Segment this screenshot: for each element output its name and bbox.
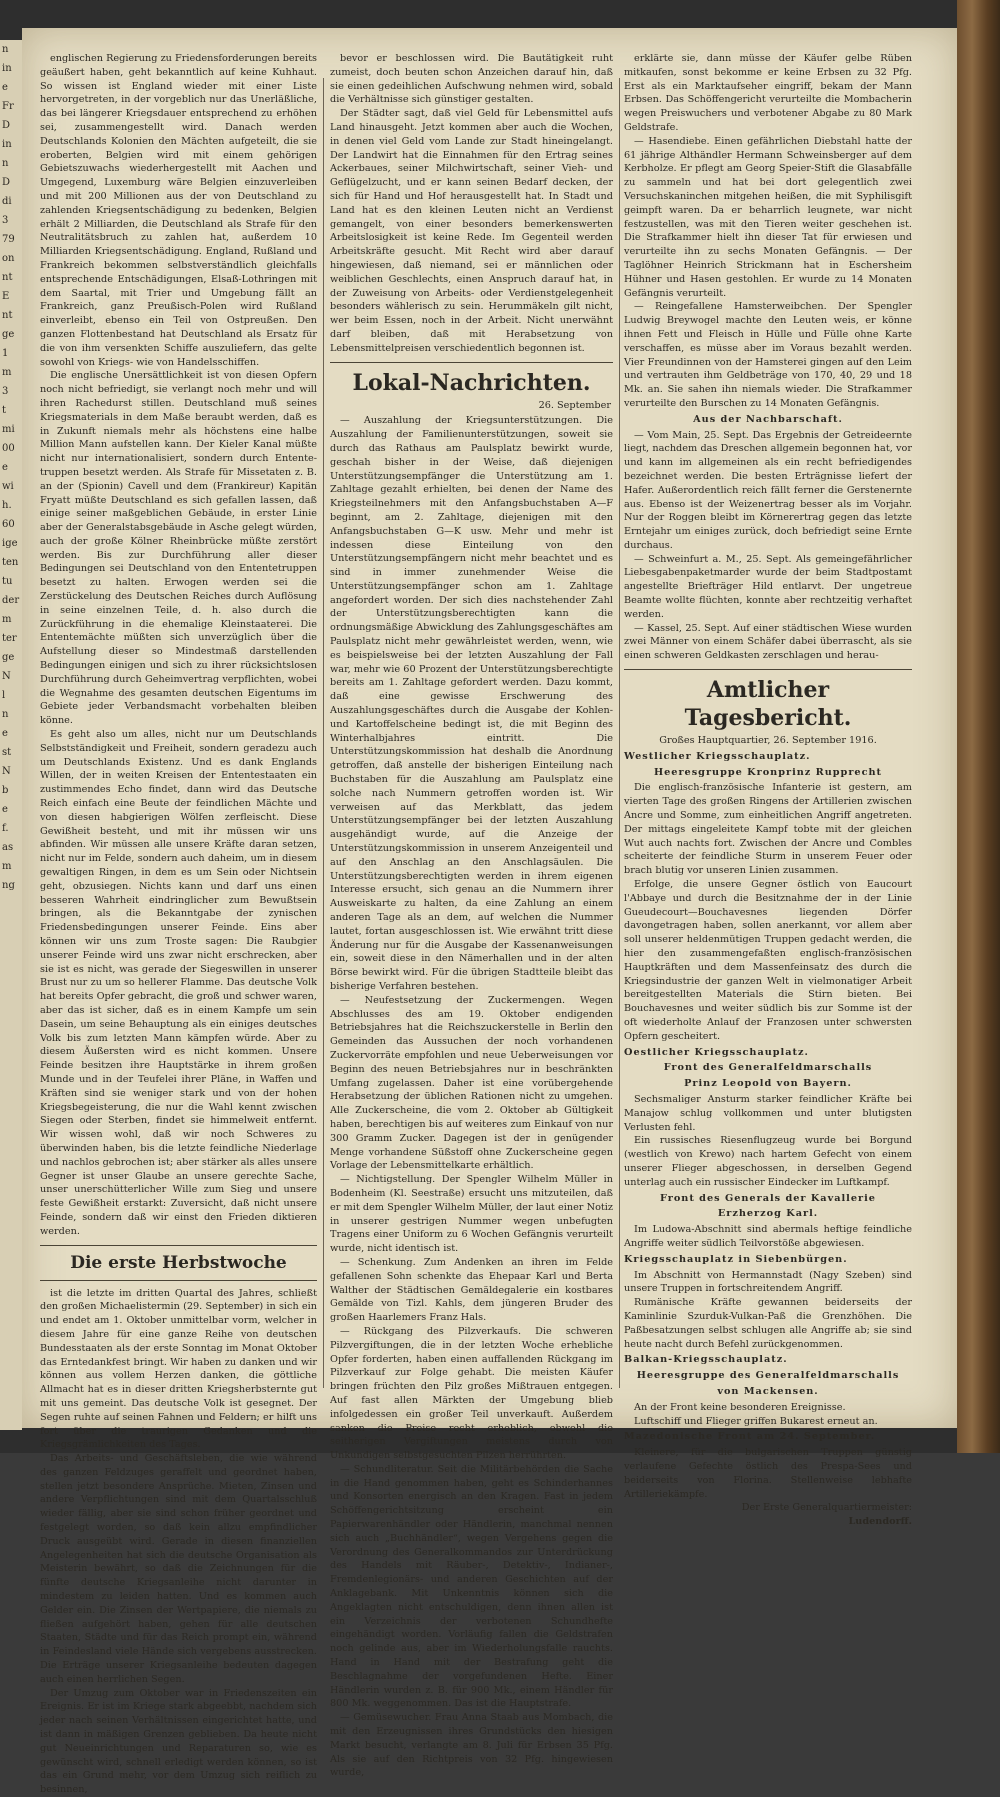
front-leopold-2: Prinz Leopold von Bayern. — [684, 1078, 852, 1090]
section-west: Westlicher Kriegsschauplatz. — [624, 750, 811, 762]
edge-fragment: 60 — [2, 519, 15, 530]
edge-fragment: tu — [2, 576, 13, 587]
east-report — [624, 1093, 912, 1190]
edge-fragment: e — [2, 728, 8, 739]
editorial-article — [40, 52, 317, 1239]
edge-fragment: as — [2, 842, 14, 853]
edge-fragment: mi — [2, 424, 15, 435]
edge-fragment: in — [2, 139, 12, 150]
edge-fragment: wi — [2, 481, 14, 492]
adjacent-page-edge — [0, 40, 22, 1430]
local-news-continued — [624, 52, 912, 411]
section-nachbarschaft: Aus der Nachbarschaft. — [693, 413, 843, 425]
edge-fragment: D — [2, 177, 11, 188]
west-report — [624, 781, 912, 1043]
edge-fragment: e — [2, 804, 8, 815]
edge-fragment: di — [2, 196, 12, 207]
edge-fragment: ten — [2, 557, 19, 568]
edge-fragment: h. — [2, 500, 12, 511]
edge-fragment: on — [2, 253, 15, 264]
edge-fragment: ng — [2, 880, 15, 891]
edge-fragment: 79 — [2, 234, 15, 245]
paragraph: Im Abschnitt von Hermannstadt (Nagy Szeben) sind unsere Truppen in fortschreitendem Angriff. — [624, 1269, 912, 1295]
edge-fragment: N — [2, 766, 11, 777]
edge-fragment: 3 — [2, 386, 9, 397]
divider — [40, 1245, 317, 1246]
paragraph: — Nichtigstellung. Der Spengler Wilhelm Müller in Bodenheim (Kl. Seestraße) ersucht uns mitzuteilen, daß er mit dem Spengler Wilhelm Müller, der laut einer Notiz in unserer gestrigen Nummer wegen unbefugten Tragens einer Uniform zu 6 Wochen Gefängnis verurteilt wurde, nicht identisch ist. — [330, 1174, 613, 1255]
edge-fragment: ge — [2, 329, 15, 340]
front-karl-2: Erzherzog Karl. — [717, 1208, 819, 1220]
edge-fragment: e — [2, 462, 8, 473]
edge-fragment: ter — [2, 633, 17, 644]
edge-fragment: nt — [2, 310, 13, 321]
paragraph: — Kassel, 25. Sept. Auf einer städtischen Wiese wurden zwei Männer von einem Schäfer dabei überrascht, als sie einen schweren Geldkasten zerschlagen und herau- — [624, 622, 912, 662]
headline-herbstwoche: Die erste Herbstwoche — [70, 1252, 287, 1273]
paragraph: — Auszahlung der Kriegsunterstützungen. Die Auszahlung der Familienunterstützungen, soweit sie durch das Rathaus am Paulsplatz bewirkt wurde, geschah bisher in der Weise, daß diejenigen Unterstützungsempfänger die Unterstützung am 1. Zahltage gezahlt erhielten, bei denen der Name des Kriegsteilnehmers mit den Anfangsbuchstaben A—F beginnt, am 2. Zahltage, diejenigen mit den Anfangsbuchstaben G—K usw. Mehr und mehr ist indessen diese Einteilung von den Unterstützungsempfängern nicht mehr beachtet und es sind in immer zunehmender Weise die Unterstützungsempfänger schon am 1. Zahltage angefordert worden. Der sich dies nachstehender Zahl der Unterstützungsberechtigten kann die ordnungsmäßige Abwicklung des Zahlungsgeschäftes am Paulsplatz nicht mehr gewährleistet werden, wenn, wie es beispielsweise bei der letzten Auszahlung der Fall war, mehr wie 60 Prozent der Unterstützungsberechtigte bereits am 1. Zahltage gefordert werden. Dazu kommt, daß eine gewisse Erschwerung des Auszahlungsgeschäftes durch die Ausgabe der Kohlen- und Kartoffelscheine bedingt ist, die mit Beginn des Winterhalbjahres eintritt. Die Unterstützungskommission hat deshalb die Anordnung getroffen, daß anstelle der bisherigen Einteilung nach Buchstaben für die Auszahlung am Paulsplatz eine solche nach Nummern getroffen worden ist. Wir verweisen auf das Merkblatt, das jedem Unterstützungsempfänger bei der letzten Auszahlung ausgehändigt wurde, auf die Anzeige der Unterstützungskommission in unserem Anzeigenteil und auf den Anschlag an den Anschlagsäulen. Die Unterstützungsberechtigten werden in ihrem eigenen Interesse ersucht, sich genau an die Nummern ihrer Ausweiskarte zu halten, da eine Zahlung an einem anderen Tage als an dem, auf welchen die Nummer lautet, fortan ausgeschlossen ist. Wie erwähnt tritt diese Änderung nur für die Ausgabe der Kassenanweisungen ein, soweit diese in den Nämerhallen und in der alten Börse bewirkt wird. Für die übrigen Stadtteile bleibt das bisherige Verfahren bestehen. — [330, 415, 613, 992]
front-karl-1: Front des Generals der Kavallerie — [660, 1192, 876, 1204]
paragraph: Rumänische Kräfte gewannen beiderseits der Kaminlinie Szurduk-Vulkan-Paß die Grenzhöhen. Die Paßbesatzungen selbst schlugen alle Angriffe ab; sie sind heute nacht durch Befehl zurückgenommen. — [624, 1297, 912, 1350]
army-group-rupprecht: Heeresgruppe Kronprinz Rupprecht — [653, 766, 883, 778]
edge-fragment: D — [2, 120, 11, 131]
edge-fragment: ige — [2, 538, 18, 549]
edge-fragment: n — [2, 158, 9, 169]
edge-fragment: l — [2, 690, 6, 701]
paragraph: erklärte sie, dann müsse der Käufer gelbe Rüben mitkaufen, sonst bekomme er keine Erbsen zu 32 Pfg. Erst als ein Marktaufseher eingriff, bekam der Mann Erbsen. Das Schöffengericht verurteilte die Mombacherin wegen Preiswuchers und verbotener Abgabe zu 80 Mark Geldstrafe. — [624, 53, 912, 133]
local-news — [330, 414, 613, 1780]
article-continuation — [330, 52, 613, 356]
divider — [40, 1280, 317, 1281]
edge-fragment: e — [2, 82, 8, 93]
signature-name: Ludendorff. — [848, 1516, 912, 1528]
army-group-mackensen-2: von Mackensen. — [717, 1385, 819, 1397]
paragraph: Erfolge, die unsere Gegner östlich von Eaucourt l'Abbaye und durch die Besitznahme der in der Linie Gueudecourt—Bouchavesnes liegenden Dörfer davongetragen haben, sollen anerkannt, vor allem aber soll unserer heldenmütigen Truppen gedacht werden, die hier den zusammengefaßten englisch-französischen Hauptkräften und dem Massenfeinsatz des durch die Kriegsindustrie der ganzen Welt in vielmonatiger Arbeit bereitgestellten Materials die Stirn bieten. Bei Bouchavesnes und weiter südlich bis zur Somme ist der oft wiederholte Anlauf der Franzosen unter schwersten Opfern gescheitert. — [624, 879, 912, 1042]
edge-fragment: n — [2, 44, 9, 55]
edge-fragment: in — [2, 63, 12, 74]
paragraph: — Vom Main, 25. Sept. Das Ergebnis der Getreideernte liegt, nachdem das Dreschen allgemein begonnen hat, vor und kann im allgemeinen als ein recht befriedigendes bezeichnet werden. Die besten Erträgnisse liefert der Hafer. Außerordentlich reich fällt ferner die Gerstenernte aus. Ebenso ist der Weizenertrag besser als im Vorjahr. Nur der Roggen bleibt im Körnerertrag gegen das letzte Erntejahr um einiges zurück, doch befriedigt seine Ernte durchaus. — [624, 429, 912, 551]
edge-fragment: n — [2, 709, 9, 720]
edge-fragment: der — [2, 595, 20, 606]
siebenbuergen-report — [624, 1269, 912, 1352]
section-east: Oestlicher Kriegsschauplatz. — [624, 1046, 809, 1058]
edge-fragment: Fr — [2, 101, 14, 112]
paragraph: Ein russisches Riesenflugzeug wurde bei Borgund (westlich von Krewo) nach hartem Gefecht von einem unserer Flieger abgeschossen, in derselben Gegend unterlag auch ein russischer Eindecker im Luftkampf. — [624, 1135, 912, 1188]
column-rule — [619, 78, 620, 1388]
headline-lokal-nachrichten: Lokal-Nachrichten. — [352, 369, 591, 396]
paragraph: — Hasendiebe. Einen gefährlichen Diebstahl hatte der 61 jährige Althändler Hermann Schweinsberger auf dem Kerbholze. Er pflegt am Georg Speier-Stift die Glasabfälle zu sammeln und hat bei dort gelegentlich zwei Versuchskaninchen mitgehen heißen, die mit Syphilisgift geimpft waren. Da er beharrlich leugnete, war nicht festzustellen, was mit den Tieren weiter geschehen ist. Die Strafkammer hielt ihn dieser Tat für erwiesen und verurteilte ihn zu sechs Monaten Gefängnis. — Der Taglöhner Heinrich Strickmann hat in Eschersheim Hühner und Hasen gestohlen. Er wurde zu 14 Monaten Gefängnis verurteilt. — [624, 135, 912, 299]
paragraph: bevor er beschlossen wird. Die Bautätigkeit ruht zumeist, doch beuten schon Anzeichen darauf hin, daß sie einen gedeihlichen Aufschwung nehmen wird, sobald die Verhältnisse sich günstiger gestalten. — [330, 53, 613, 106]
edge-fragment: ge — [2, 652, 15, 663]
paragraph: Der Umzug zum Oktober war in Friedenszeiten ein Ereignis. Er ist im Kriege stark abgeebbt, nachdem sich jeder nach seinen Verhältnissen eingerichtet hatte, und ist dann in mäßigen Grenzen geblieben. Da heute nicht gut Neueinrichtungen und Reparaturen so, wie es gewünscht wird, schnell erledigt werden können, so ist das ein Grund mehr, vor dem Umzug sich reiflich zu besinnen, — [40, 1687, 317, 1796]
neighbourhood-news — [624, 429, 912, 664]
edge-fragment: m — [2, 614, 12, 625]
paragraph: — Schweinfurt a. M., 25. Sept. Als gemeingefährlicher Liebesgabenpaketmarder wurde der beim Stadtpostamt angestellte Briefträger Hild entlarvt. Der ungetreue Beamte wollte flüchten, konnte aber rechtzeitig verhaftet werden. — [624, 553, 912, 620]
edge-fragment: st — [2, 747, 12, 758]
paragraph: — Schundliteratur. Seit die Militärbehörden die Sache in die Hand genommen haben, geht es Schinderhannes und Konsorten energisch an den Kragen. Fast in jedem Schöffengerichtsitzung erscheint ein Papierwarenhändler oder Händlerin, manchmal nennen sich auch „Buchhändler“, wegen Vergehens gegen die Verordnung des Generalkommandos zur Unterdrückung des Handels mit Räuber-, Detektiv-, Indianer-, Fremdenlegionärs- und anderen Geschichten auf der Anklagebank. Mit Unkenntnis können sich die Angeklagten nicht entschuldigen, denn ihnen allen ist ein Verzeichnis der verbotenen Schundhefte eingehändigt worden. Vorläufig fallen die Geldstrafen noch gelinde aus, aber im Wiederholungsfalle rauchts. Hand in Hand mit der Bestrafung geht die Beschlagnahme der vorgefundenen Hefte. Einer Händlerin wurden z. B. für 900 Mk., einem Händler für 800 Mk. weggenommen. Das ist die Hauptstrafe. — [330, 1463, 613, 1710]
paragraph: Die englische Unersättlichkeit ist von diesen Opfern noch nicht befriedigt, sie verlangt noch mehr und will ihren Rachedurst stillen. Deutschland muß seines Kriegsmaterials in dem Maße beraubt werden, daß es in Zukunft niemals mehr als höchstens eine halbe Million Mann aufstellen kann. Der Kieler Kanal müßte nicht nur internationalisiert, sondern durch Entente-truppen besetzt werden. Als Strafe für Missetaten z. B. an der (Spionin) Cavell und dem (Frankireur) Kapitän Fryatt müßte Deutschland es sich gefallen lassen, daß einige seiner maßgeblichen Gebäude, in erster Linie aber der Generalstabsgebäude in Asche gelegt würden, auch der große Kölner Rheinbrücke müßte zerstört werden. Bis zur Durchführung aller dieser Bedingungen sei Deutschland von den Ententetruppen besetzt zu halten. Erwogen werden sei die Zerstückelung des Deutschen Reiches durch Auflösung in seine einzelnen Teile, d. h. also durch die Zurückführung in die ehemalige Kleinstaaterei. Die Ententemächte müßten sich unverzüglich über die Aufstellung dieser so Mindestmaß darstellenden Bedingungen einigen und sich zu ihrer rücksichtslosen Durchführung durch Geheimvertrag verpflichten, wobei die Wegnahme des gesamten deutschen Eigentums im Gebiete jeder Verbandsmacht vorbehalten bleiben könne. — [40, 370, 317, 727]
edge-fragment: 1 — [2, 348, 9, 359]
paragraph: Luftschiff und Flieger griffen Bukarest erneut an. — [634, 1415, 878, 1427]
macedonia-report — [624, 1446, 912, 1501]
army-group-mackensen-1: Heeresgruppe des Generalfeldmarschalls — [636, 1370, 900, 1382]
section-balkan: Balkan-Kriegsschauplatz. — [624, 1354, 788, 1366]
edge-fragment: t — [2, 405, 7, 416]
column-1 — [40, 52, 317, 1796]
paragraph: — Schenkung. Zum Andenken an ihren im Felde gefallenen Sohn schenkte das Ehepaar Karl und Berta Walther der Städtischen Gemäldegalerie ein kostbares Gemälde von Tizl. Kahls, dem jüngeren Bruder des großen Haarlemers Franz Hals. — [330, 1256, 613, 1324]
section-macedonia: Mazedonische Front am 24. September. — [624, 1431, 876, 1443]
paragraph: Die englisch-französische Infanterie ist gestern, am vierten Tage des großen Ringens der Artillerien zwischen Ancre und Somme, zum einheitlichen Angriff angetreten. Der mittags eingeleitete Kampf tobte mit der gleichen Wut auch nachts fort. Zwischen der Ancre und Combles scheiterte der feindliche Sturm in unserem Feuer oder brach blutig vor unseren Linien zusammen. — [624, 782, 912, 877]
column-2 — [330, 52, 613, 1779]
paragraph: ist die letzte im dritten Quartal des Jahres, schließt den großen Michaelistermin (29. September) in sich ein und endet am 1. Oktober unmittelbar vorm, welcher in diesem Jahre für eine ganze Reihe von deutschen Bundesstaaten als der erste Sonntag im Monat Oktober das Erntedankfest bringt. Wir haben zu danken und wir können aus vollem Herzen danken, die göttliche Allmacht hat es in dieser dritten Kriegsherbsternte gut mit uns gemeint. Das deutsche Volk ist gesegnet. Der Segen ruhte auf seinen Fahnen und Feldern; er hilft uns fort über die traurigen Gedanken und die Kriegsgrämlichkeiten des Tages. — [40, 1287, 317, 1451]
edge-fragment: 00 — [2, 443, 15, 454]
front-leopold-1: Front des Generalfeldmarschalls — [663, 1062, 873, 1074]
column-3 — [624, 52, 912, 1528]
karl-report — [624, 1223, 912, 1251]
headline-tagesbericht: Amtlicher Tagesbericht. — [684, 677, 852, 732]
edge-fragment: b — [2, 785, 9, 796]
divider — [330, 362, 613, 363]
signature-title: Der Erste Generalquartiermeister: — [741, 1502, 912, 1514]
paragraph: — Neufestsetzung der Zuckermengen. Wegen Abschlusses des am 19. Oktober endigenden Betriebsjahres hat die Reichszuckerstelle in Berlin den Gemeinden das Aussuchen der noch vorhandenen Zuckervorräte empfohlen und neue Ueberweisungen vor Beginn des neuen Betriebsjahres nur in beschränkten Umfang zugelassen. Daher ist eine vorübergehende Herabsetzung der üblichen Rationen nicht zu umgehen. Alle Zuckerscheine, die vom 2. Oktober ab Gültigkeit haben, berechtigen bis auf weiteres zum Einkauf von nur 300 Gramm Zucker. Dagegen ist der in genügender Menge vorhandene Süßstoff ohne Zuckerscheine gegen Vorlage der Lebensmittelkarte erhältlich. — [330, 994, 613, 1172]
herbstwoche-article — [40, 1287, 317, 1797]
paragraph: Sechsmaliger Ansturm starker feindlicher Kräfte bei Manajow schlug vollkommen und unter blutigsten Verlusten fehl. — [624, 1093, 912, 1133]
edge-fragment: m — [2, 861, 12, 872]
edge-fragment: m — [2, 367, 12, 378]
paragraph: Der Städter sagt, daß viel Geld für Lebensmittel aufs Land hinausgeht. Jetzt kommen aber auch die Wochen, in denen viel Geld vom Lande zur Stadt hineingelangt. Der Landwirt hat die Einnahmen für den Ertrag seines Ackerbaues, seiner Milchwirtschaft, seiner Vieh- und Geflügelzucht, und er kann seinen Bedarf decken, der sich für Hand und Hof herausgestellt hat. In Stadt und Land hat es den kleinen Leuten nicht an Verdienst gemangelt, von einer besonders bemerkenswerten Arbeitslosigkeit ist keine Rede. Im Gegenteil werden Arbeitskräfte gesucht. Mit Recht wird aber darauf hingewiesen, daß niemand, sei er männlichen oder weiblichen Geschlechts, einen Anspruch darauf hat, in der Zuweisung von Arbeits- oder Verdienstgelegenheit besonders wählerisch zu sein. Herummäkeln gilt nicht, wer beim Essen, noch in der Arbeit. Nicht unerwähnt darf bleiben, daß mit Herabsetzung von Lebensmittelpreisen verschiedentlich begonnen ist. — [330, 108, 613, 354]
edge-fragment: 3 — [2, 215, 9, 226]
paragraph: — Rückgang des Pilzverkaufs. Die schweren Pilzvergiftungen, die in der letzten Woche erhebliche Opfer forderten, haben einen auffallenden Rückgang im Pilzverkauf zur Folge gehabt. Die meisten Käufer bringen früchten den Pilz großes Mißtrauen entgegen. Auf fast allen Märkten der Umgebung blieb infolgedessen ein großer Teil unverkauft. Außerdem sanken die Preise recht erheblich, obwohl die seitherigen Vergiftungen meistens durch von Unkundigen selbstgesuchten Pilzen herrührten. — [330, 1325, 613, 1462]
paragraph: englischen Regierung zu Friedensforderungen bereits geäußert haben, geht bekanntlich auf keine Kuhhaut. So wissen ist England wieder mit einer Liste hervorgetreten, in der vorgeblich nur das Unerläßliche, das bei längerer Kriegsdauer entsprechend zu erhöhen sei, zusammengestellt wird. Danach werden Deutschlands Kolonien den Mächten aufgeteilt, die sie eroberten, Belgien wird mit einem gehörigen Gebietszuwachs wiederhergestellt mit Aachen und Umgegend, Luxemburg wäre Belgien einzuverleiben und mit 200 Millionen aus der von Deutschland zu zahlenden Kriegsentschädigung zu bedenken, Belgien erhält 2 Milliarden, die Deutschland als Strafe für den Neutralitätsbruch zu zahlen hat, außerdem 10 Milliarden Kriegsentschädigung. England, Rußland und Frankreich bekommen selbstverständlich gleichfalls entsprechende Entschädigungen, Elsaß-Lothringen mit dem Saartal, mit Trier und Umgebung fällt an Frankreich, ganz Preußisch-Polen wird Rußland einverleibt, ebenso ein Teil von Ostpreußen. Den ganzen Flottenbestand hat Deutschland als Ersatz für die von ihm versenkten Schiffe auszuliefern, das gelte sowohl von Kriegs- wie von Handelsschiffen. — [40, 53, 317, 368]
divider — [624, 669, 912, 670]
paragraph: — Gemüsewucher. Frau Anna Staab aus Mombach, die mit den Erzeugnissen ihres Grundstücks den hiesigen Markt besucht, verlangte am 8. Juli für Erbsen 35 Pfg. Als sie auf den Richtpreis von 32 Pfg. hingewiesen wurde, — [330, 1712, 613, 1779]
column-rule — [323, 78, 324, 1388]
dateline: 26. September — [538, 399, 611, 411]
paragraph: Im Ludowa-Abschnitt sind abermals heftige feindliche Angriffe weiter südlich Teilvorstöße abgewiesen. — [624, 1224, 912, 1249]
edge-fragment: E — [2, 291, 10, 302]
paragraph: Kleinere, für die bulgarischen Truppen günstig verlaufene Gefechte östlich des Prespa-Sees und beiderseits von Florina. Stellenweise lebhafte Artilleriekämpfe. — [624, 1447, 912, 1500]
hq-dateline: Großes Hauptquartier, 26. September 1916. — [659, 735, 877, 747]
edge-fragment: f. — [2, 823, 9, 834]
edge-fragment: N — [2, 671, 11, 682]
section-siebenbuergen: Kriegsschauplatz in Siebenbürgen. — [624, 1253, 848, 1265]
book-binding — [957, 0, 1000, 1453]
paragraph: Es geht also um alles, nicht nur um Deutschlands Selbstständigkeit und Freiheit, sondern geradezu auch um Deutschlands Existenz. Und es dank Englands Willen, der in weiten Kreisen der Ententestaaten ein zustimmendes Echo findet, dann wird das Deutsche Reich einfach eine Beute der feindlichen Mächte und von diesen habgierigen Wölfen zerfleischt. Diese Gewißheit besteht, und mit ihr müssen wir uns abfinden. Wir müssen alle unsere Kräfte daran setzen, nicht nur im Felde, sondern auch daheim, um in diesem gewaltigen Ringen, in dem es um Sein oder Nichtsein geht, obzusiegen. Nichts kann und darf uns einen besseren Wahrheit eindringlicher zum Bewußtsein bringen, als die Bekanntgabe der zynischen Friedensbedingungen unserer Feinde. Eins aber können wir uns zum Troste sagen: Die Raubgier unserer Feinde wird uns zwar nicht erschrecken, aber sie ist es nicht, was gerade der Siegeswillen in unserer Brust nur zu um so hellerer Flamme. Das deutsche Volk hat bereits Opfer gebracht, die groß und schwer waren, aber das ist sicher, daß es in einem Kampfe um sein Dasein, um seine Behauptung als ein einiges deutsches Volk bis zum letzten Mann kämpfen würde. Aber zu diesem Äußersten wird es nicht kommen. Unsere Feinde besitzen ihre Hauptstärke in ihrem großen Munde und in der Teufelei ihrer Pläne, in Waffen und Kräften sind sie weniger stark und von der hohen Kriegsbegeisterung, die nur die Wahl kennt zwischen Siegen oder Sterben, findet sie himmelweit entfernt. Wir wissen wohl, daß wir noch Schweres zu überwinden haben, bis die letzte feindliche Niederlage und nachlos gebrochen ist; aber stärker als alles unsere Gegner ist unser Glaube an unsere gerechte Sache, unser unerschütterlicher Wille zum Sieg und unsere feste Gewißheit erstarkt: Zuversicht, daß nicht unsere Feinde, sondern daß wir einst den Frieden diktieren werden. — [40, 729, 317, 1237]
balkan-report — [624, 1401, 912, 1429]
paragraph: Das Arbeits- und Geschäftsleben, die wie während des ganzen Feldzuges geraffelt und geordnet haben, stellen jetzt besondere Ansprüche. Mieten, Zinsen und andere Verpflichtungen sind mit dem Quartalsschluß wieder fällig, aber sie sind schon früher geordnet und festgelegt worden, so daß kein allzu empfindlicher Druck ausgeübt wird. Gerade in diesen finanziellen Angelegenheiten hat sich die deutsche Organisation als Meisterin bewährt, so daß die Zeichnungen für die fünfte deutsche Kriegsanleihe nicht darunter in mindestem zu leiden hatten. Und es kommen auch Gelder ein. Die Zinsen der Wertpapiere, die niemals zu fließen aufgehört haben, gehen für alle deutschen Staaten, Städte und für das Reich prompt ein, während in Feindesland viele Hände sich vergebens ausstrecken. Die Erträge unserer Kriegsanleihe bedeuten dagegen auch einen herrlichen Segen. — [40, 1453, 317, 1685]
edge-fragment: nt — [2, 272, 13, 283]
paragraph: An der Front keine besonderen Ereignisse. — [634, 1401, 846, 1413]
paragraph: — Reingefallene Hamsterweibchen. Der Spengler Ludwig Breywogel machte den Leuten weis, er könne ihnen Fett und Fleisch in Hülle und Fülle ohne Karte verschaffen, es müsse aber im Voraus bezahlt werden. Vier Freundinnen von der Hamsterei gingen auf den Leim und vertrauten ihm Geldbeträge von 170, 40, 29 und 18 Mk. an. Sie sahen ihn niemals wieder. Die Strafkammer verurteilte den Burschen zu 14 Monaten Gefängnis. — [624, 301, 912, 409]
